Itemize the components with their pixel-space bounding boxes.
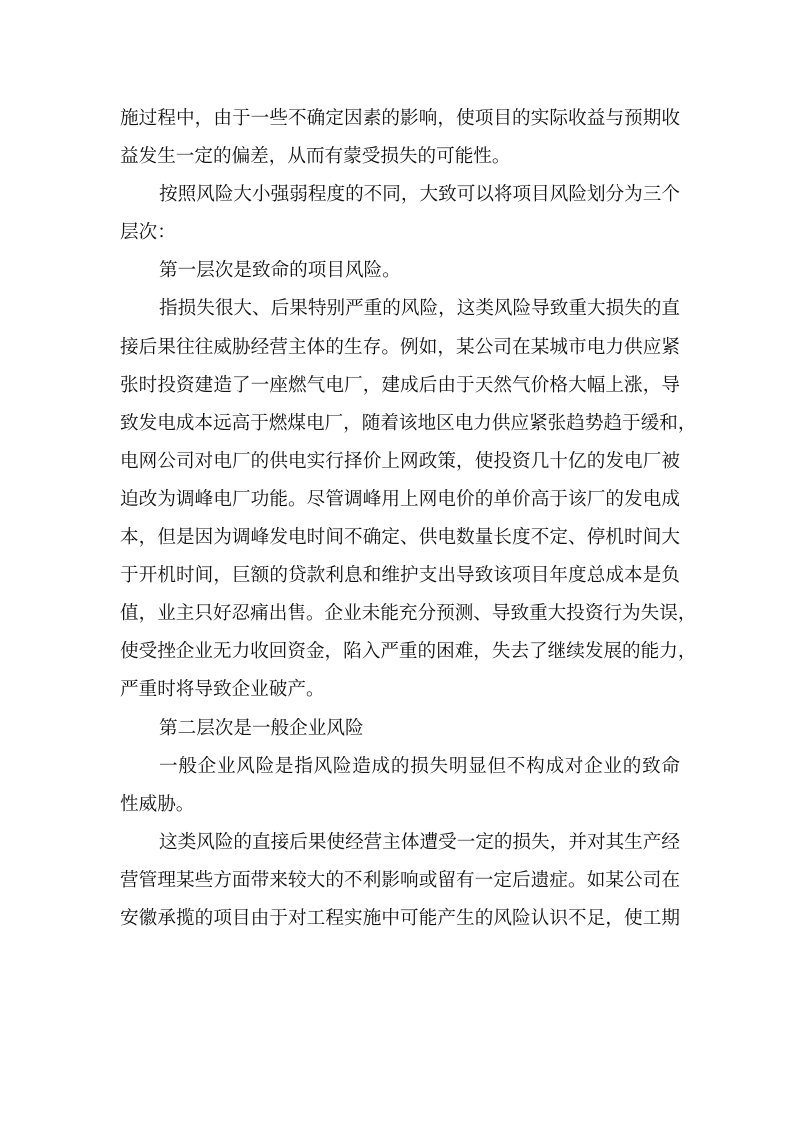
text-line: 按照风险大小强弱程度的不同，大致可以将项目风险划分为三个 xyxy=(159,184,680,206)
text-line: 张时投资建造了一座燃气电厂，建成后由于天然气价格大幅上涨，导 xyxy=(120,374,680,396)
text-line: 电网公司对电厂的供电实行择价上网政策，使投资几十亿的发电厂被 xyxy=(120,450,680,472)
section-heading-2: 第二层次是一般企业风险 xyxy=(159,717,364,739)
section-heading-1: 第一层次是致命的项目风险。 xyxy=(159,260,401,282)
text-line: 于开机时间，巨额的贷款利息和维护支出导致该项目年度总成本是负 xyxy=(120,565,680,587)
text-line: 安徽承揽的项目由于对工程实施中可能产生的风险认识不足，使工期 xyxy=(120,907,680,929)
text-line: 益发生一定的偏差，从而有蒙受损失的可能性。 xyxy=(120,146,511,168)
text-line: 本，但是因为调峰发电时间不确定、供电数量长度不定、停机时间大 xyxy=(120,527,680,549)
text-line: 一般企业风险是指风险造成的损失明显但不构成对企业的致命 xyxy=(159,755,680,777)
text-line: 使受挫企业无力收回资金，陷入严重的困难，失去了继续发展的能力， xyxy=(120,641,697,663)
text-line: 这类风险的直接后果使经营主体遭受一定的损失，并对其生产经 xyxy=(159,831,680,853)
text-line: 性威胁。 xyxy=(120,793,195,815)
text-line: 指损失很大、后果特别严重的风险，这类风险导致重大损失的直 xyxy=(159,298,680,320)
text-line: 层次： xyxy=(120,222,176,244)
text-line: 营管理某些方面带来较大的不利影响或留有一定后遗症。如某公司在 xyxy=(120,869,680,891)
text-line: 值，业主只好忍痛出售。企业未能充分预测、导致重大投资行为失误， xyxy=(120,603,697,625)
body-text xyxy=(120,100,697,938)
text-line: 施过程中，由于一些不确定因素的影响，使项目的实际收益与预期收 xyxy=(120,108,680,129)
text-line: 致发电成本远高于燃煤电厂，随着该地区电力供应紧张趋势趋于缓和， xyxy=(120,412,697,434)
text-line: 迫改为调峰电厂功能。尽管调峰用上网电价的单价高于该厂的发电成 xyxy=(120,488,680,510)
text-line: 接后果往往威胁经营主体的生存。例如，某公司在某城市电力供应紧 xyxy=(120,336,680,358)
text-line: 严重时将导致企业破产。 xyxy=(120,679,325,701)
